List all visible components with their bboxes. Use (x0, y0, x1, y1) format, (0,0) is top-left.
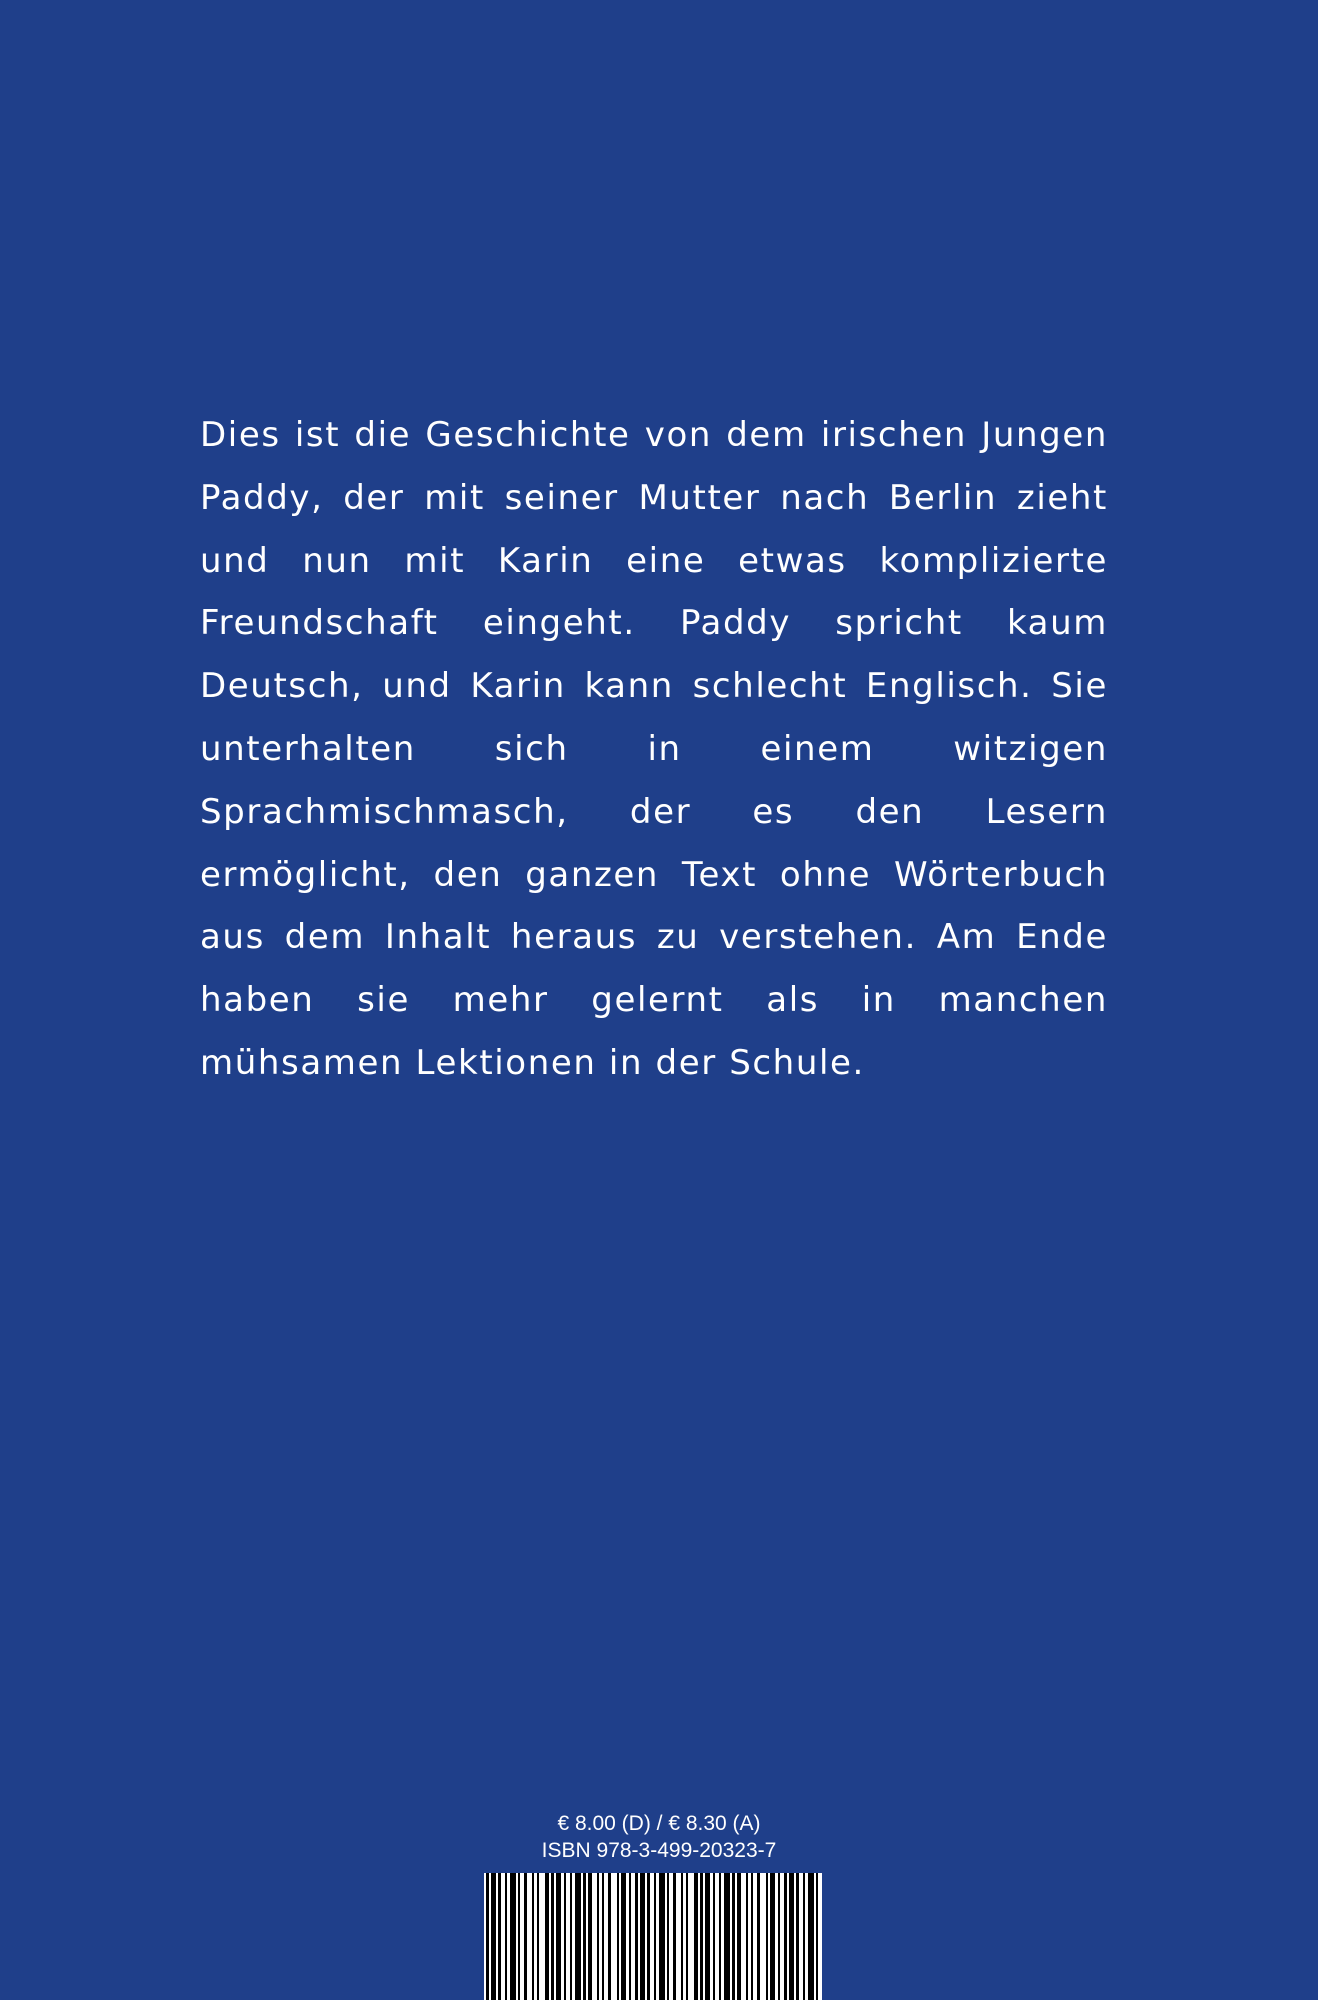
barcode (484, 1873, 822, 2000)
barcode-bar (588, 1873, 592, 2000)
barcode-bar (770, 1873, 775, 2000)
blurb-text: Dies ist die Geschichte von dem irischen Jungen Paddy, der mit seiner Mutter nach Berlin zieht und nun mit Karin eine etwas komplizierte Freundschaft eingeht. Paddy spricht kaum Deutsch, und Karin kann schlecht Englisch. Sie unterhalten sich in einem witzigen Sprachmischmasch, der es den Lesern ermöglicht, den ganzen Text ohne Wörterbuch aus dem Inhalt heraus zu verstehen. Am Ende haben sie mehr gelernt als in manchen mühsamen Lektionen in der Schule. (200, 415, 1108, 1083)
barcode-bar (491, 1873, 496, 2000)
barcode-bar (713, 1873, 715, 2000)
barcode-bar (784, 1873, 787, 2000)
barcode-bar (629, 1873, 631, 2000)
barcode-bar (532, 1873, 534, 2000)
barcode-bar (724, 1873, 730, 2000)
barcode-bar (608, 1873, 611, 2000)
price-label: € 8.00 (D) / € 8.30 (A) (557, 1812, 761, 1835)
barcode-bar (564, 1873, 566, 2000)
barcode-bar (673, 1873, 676, 2000)
barcode-bar (789, 1873, 794, 2000)
barcode-bar (737, 1873, 741, 2000)
barcode-bar (654, 1873, 656, 2000)
isbn-label: ISBN 978-3-499-20323-7 (541, 1839, 777, 1862)
barcode-bar (583, 1873, 586, 2000)
barcode-bar (705, 1873, 710, 2000)
barcode-bar (757, 1873, 760, 2000)
barcode-bar (686, 1873, 688, 2000)
barcode-bar (575, 1873, 581, 2000)
barcode-bar (694, 1873, 698, 2000)
barcode-bar (602, 1873, 604, 2000)
barcode-bar (570, 1873, 572, 2000)
barcode-bar (635, 1873, 638, 2000)
barcode-bar (796, 1873, 799, 2000)
barcode-bar (659, 1873, 665, 2000)
barcode-bar (617, 1873, 619, 2000)
barcode-bar (518, 1873, 520, 2000)
barcode-bar (505, 1873, 507, 2000)
barcode-bar (732, 1873, 735, 2000)
barcode-bar (816, 1873, 818, 2000)
barcode-bar (597, 1873, 599, 2000)
barcode-bar (808, 1873, 814, 2000)
barcode-bar (667, 1873, 669, 2000)
price-isbn-block (0, 1810, 1318, 1864)
barcode-bar (751, 1873, 753, 2000)
barcode-bar (719, 1873, 721, 2000)
barcode-bar (510, 1873, 516, 2000)
barcode-bar (803, 1873, 805, 2000)
barcode-bar (700, 1873, 703, 2000)
barcode-bar (746, 1873, 748, 2000)
barcode-bar (486, 1873, 489, 2000)
barcode-bar (524, 1873, 527, 2000)
barcode-bar (621, 1873, 626, 2000)
barcode-graphic (484, 1873, 822, 2000)
barcode-bar (640, 1873, 645, 2000)
barcode-bar (766, 1873, 768, 2000)
barcode-bar (551, 1873, 554, 2000)
barcode-bar (681, 1873, 683, 2000)
barcode-bar (537, 1873, 539, 2000)
barcode-bar (545, 1873, 549, 2000)
barcode-bar (498, 1873, 501, 2000)
barcode-bar (647, 1873, 650, 2000)
barcode-bar (778, 1873, 780, 2000)
barcode-bar (556, 1873, 561, 2000)
